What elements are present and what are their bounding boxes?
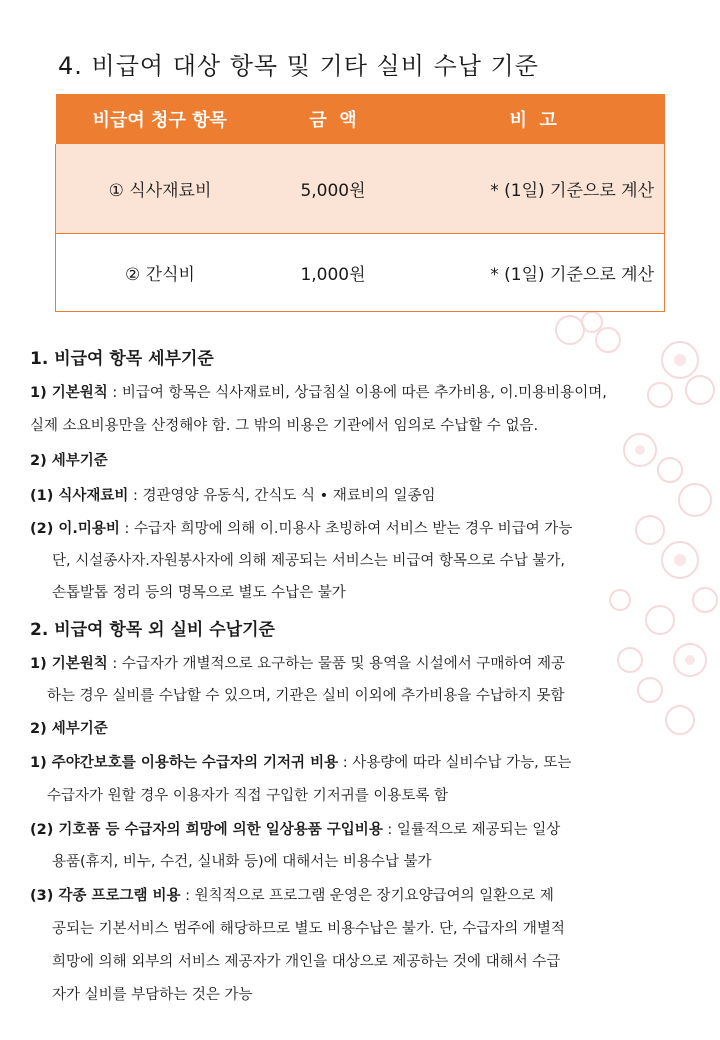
header-item: 비급여 청구 항목	[56, 94, 265, 144]
s2-principle-cont: 하는 경우 실비를 수납할 수 있으며, 기관은 실비 이외에 추가비용을 수납하지 못함	[47, 688, 565, 704]
s2-program-label: (3) 각종 프로그램 비용	[30, 888, 181, 904]
header-amount: 금 액	[264, 94, 402, 144]
s2-program-cont1: 공되는 기본서비스 범주에 해당하므로 별도 비용수납은 불가. 단, 수급자의 개별적	[52, 921, 565, 937]
cell-amount: 5,000원	[264, 144, 402, 234]
cell-item: ① 식사재료비	[56, 144, 265, 234]
s2-diaper-label: 1) 주야간보호를 이용하는 수급자의 기저귀 비용	[30, 755, 339, 771]
s1-beauty-cont1: 단, 시설종사자.자원봉사자에 의해 제공되는 서비스는 비급여 항목으로 수납 불가,	[52, 553, 565, 569]
s2-principle-text: : 수급자가 개별적으로 요구하는 물품 및 용역을 시설에서 구매하여 제공	[107, 656, 565, 672]
s2-principle-line	[30, 652, 565, 673]
s1-beauty-text: : 수급자 희망에 의해 이.미용사 초빙하여 서비스 받는 경우 비급여 가능	[119, 521, 573, 537]
s1-detail-label: 2) 세부기준	[30, 453, 108, 469]
s1-principle-text: : 비급여 항목은 식사재료비, 상급침실 이용에 따른 추가비용, 이.미용비용이며,	[107, 385, 607, 401]
non-covered-items-table	[55, 94, 665, 312]
cell-note: * (1일) 기준으로 계산	[402, 144, 665, 234]
table-row	[56, 234, 665, 312]
s2-diaper-cont: 수급자가 원할 경우 이용자가 직접 구입한 기저귀를 이용토록 함	[47, 788, 449, 804]
s1-principle-cont: 실제 소요비용만을 산정해야 함. 그 밖의 비용은 기관에서 임의로 수납할 수 없음.	[30, 418, 539, 434]
section-title: 4. 비급여 대상 항목 및 기타 실비 수납 기준	[58, 52, 539, 80]
s2-goods-text: : 일률적으로 제공되는 일상	[382, 822, 561, 838]
s2-goods-label: (2) 기호품 등 수급자의 희망에 의한 일상용품 구입비용	[30, 822, 383, 838]
cell-note: * (1일) 기준으로 계산	[402, 234, 665, 312]
table-row	[56, 144, 665, 234]
s1-principle-label: 1) 기본원칙	[30, 385, 108, 401]
section1-heading: 1. 비급여 항목 세부기준	[30, 349, 214, 369]
s2-program-cont3: 자가 실비를 부담하는 것은 가능	[52, 987, 253, 1003]
s1-meal-label: (1) 식사재료비	[30, 488, 129, 504]
s1-meal-text: : 경관영양 유동식, 간식도 식 • 재료비의 일종임	[128, 488, 436, 504]
section2-heading: 2. 비급여 항목 외 실비 수납기준	[30, 620, 275, 640]
s2-detail-label: 2) 세부기준	[30, 721, 108, 737]
s2-goods-cont: 용품(휴지, 비누, 수건, 실내화 등)에 대해서는 비용수납 불가	[52, 854, 432, 870]
cell-amount: 1,000원	[264, 234, 402, 312]
s1-beauty-cont2: 손톱발톱 정리 등의 명목으로 별도 수납은 불가	[52, 585, 346, 601]
s2-diaper-text: : 사용량에 따라 실비수납 가능, 또는	[338, 755, 572, 771]
s1-beauty-line	[30, 517, 572, 538]
s2-diaper-line	[30, 751, 571, 772]
s2-goods-line	[30, 818, 560, 839]
s1-meal-line	[30, 484, 435, 505]
s2-program-text: : 원칙적으로 프로그램 운영은 장기요양급여의 일환으로 제	[180, 888, 554, 904]
table-header-row	[56, 94, 665, 144]
s2-program-cont2: 희망에 의해 외부의 서비스 제공자가 개인을 대상으로 제공하는 것에 대해서 수급	[52, 954, 561, 970]
cell-item: ② 간식비	[56, 234, 265, 312]
s1-beauty-label: (2) 이.미용비	[30, 521, 120, 537]
header-note: 비 고	[402, 94, 665, 144]
s2-principle-label: 1) 기본원칙	[30, 656, 108, 672]
s1-principle-line	[30, 381, 607, 402]
s2-program-line	[30, 884, 554, 905]
